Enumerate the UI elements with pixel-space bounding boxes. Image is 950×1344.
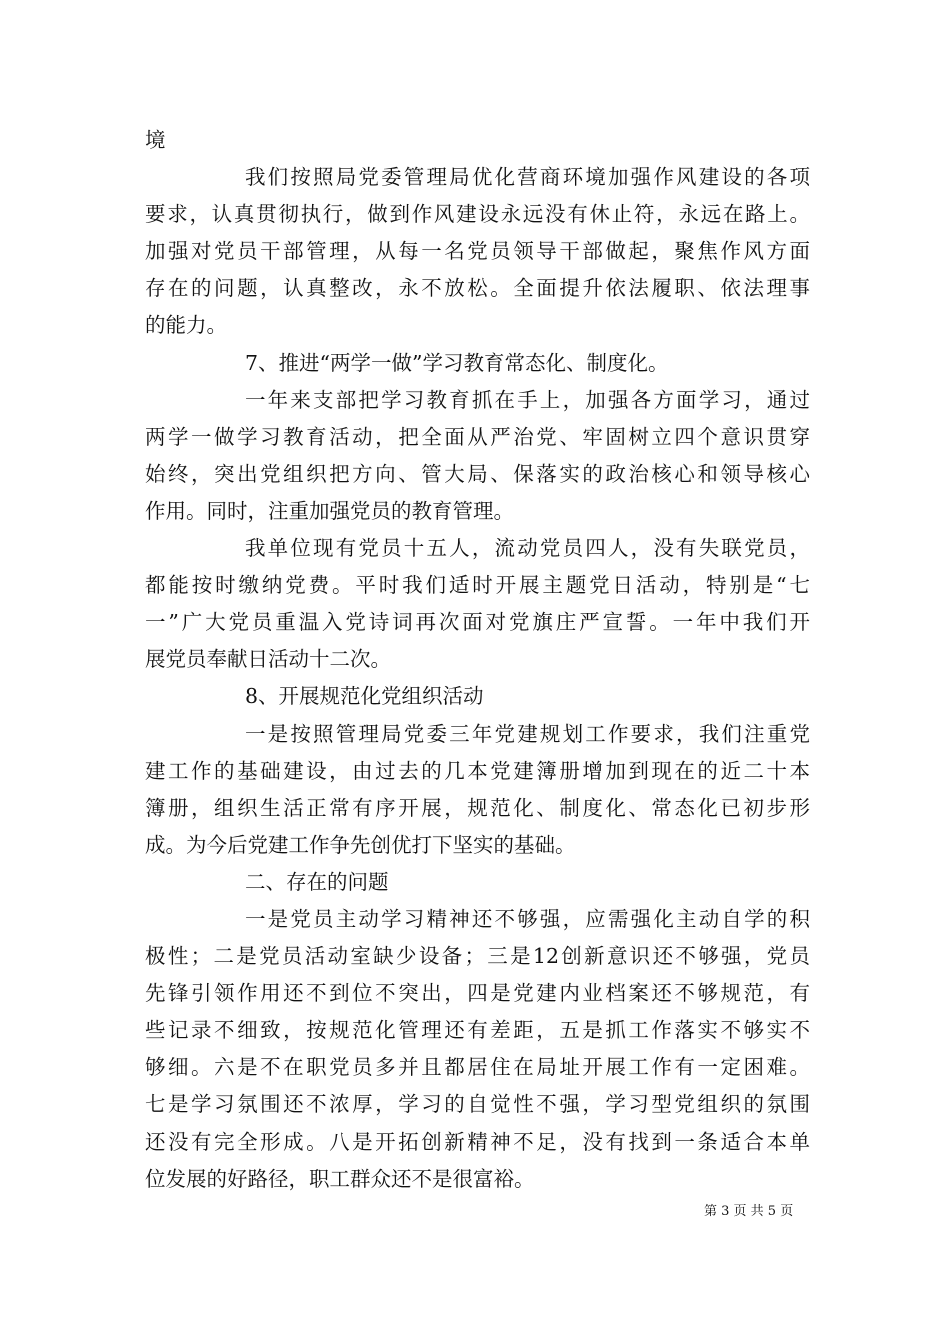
text-line: 够细。六是不在职党员多并且都居住在局址开展工作有一定困难。 [145, 1055, 810, 1080]
text-line: 我单位现有党员十五人，流动党员四人，没有失联党员， [245, 536, 810, 561]
text-line: 还没有完全形成。八是开拓创新精神不足，没有找到一条适合本单 [145, 1129, 810, 1154]
text-line: 二、存在的问题 [245, 869, 389, 894]
text-line: 存在的问题，认真整改，永不放松。全面提升依法履职、依法理事 [145, 276, 810, 301]
text-line: 一”广大党员重温入党诗词再次面对党旗庄严宣誓。一年中我们开 [145, 610, 810, 635]
document-body [145, 122, 810, 1198]
text-line: 7、推进“两学一做”学习教育常态化、制度化。 [245, 350, 669, 375]
text-line: 七是学习氛围还不浓厚，学习的自觉性不强，学习型党组织的氛围 [145, 1092, 810, 1117]
text-line: 加强对党员干部管理，从每一名党员领导干部做起，聚焦作风方面 [145, 239, 810, 264]
text-line: 簿册，组织生活正常有序开展，规范化、制度化、常态化已初步形 [145, 795, 810, 820]
text-line: 位发展的好路径，职工群众还不是很富裕。 [145, 1166, 535, 1191]
text-line: 境 [145, 128, 166, 152]
text-line: 一是党员主动学习精神还不够强，应需强化主动自学的积 [245, 906, 810, 931]
text-line: 先锋引领作用还不到位不突出，四是党建内业档案还不够规范，有 [145, 981, 810, 1006]
text-line: 要求，认真贯彻执行，做到作风建设永远没有休止符，永远在路上。 [145, 202, 810, 227]
text-line: 极性；二是党员活动室缺少设备；三是12创新意识还不够强，党员 [145, 944, 810, 969]
text-line: 成。为今后党建工作争先创优打下坚实的基础。 [145, 832, 576, 857]
text-line: 展党员奉献日活动十二次。 [145, 647, 391, 672]
text-line: 始终，突出党组织把方向、管大局、保落实的政治核心和领导核心 [145, 461, 810, 486]
text-line: 的能力。 [145, 313, 227, 338]
text-line: 8、开展规范化党组织活动 [245, 684, 484, 709]
text-line: 都能按时缴纳党费。平时我们适时开展主题党日活动，特别是“七 [145, 573, 810, 598]
text-line: 一是按照管理局党委三年党建规划工作要求，我们注重党 [245, 721, 810, 746]
text-line: 作用。同时，注重加强党员的教育管理。 [145, 498, 514, 523]
text-line: 建工作的基础建设，由过去的几本党建簿册增加到现在的近二十本 [145, 758, 810, 783]
text-line: 些记录不细致，按规范化管理还有差距，五是抓工作落实不够实不 [145, 1018, 810, 1043]
text-line: 我们按照局党委管理局优化营商环境加强作风建设的各项 [245, 165, 810, 190]
page-number: 第 3 页 共 5 页 [704, 1204, 794, 1219]
text-line: 两学一做学习教育活动，把全面从严治党、牢固树立四个意识贯穿 [145, 424, 810, 449]
text-line: 一年来支部把学习教育抓在手上，加强各方面学习，通过 [245, 387, 810, 412]
